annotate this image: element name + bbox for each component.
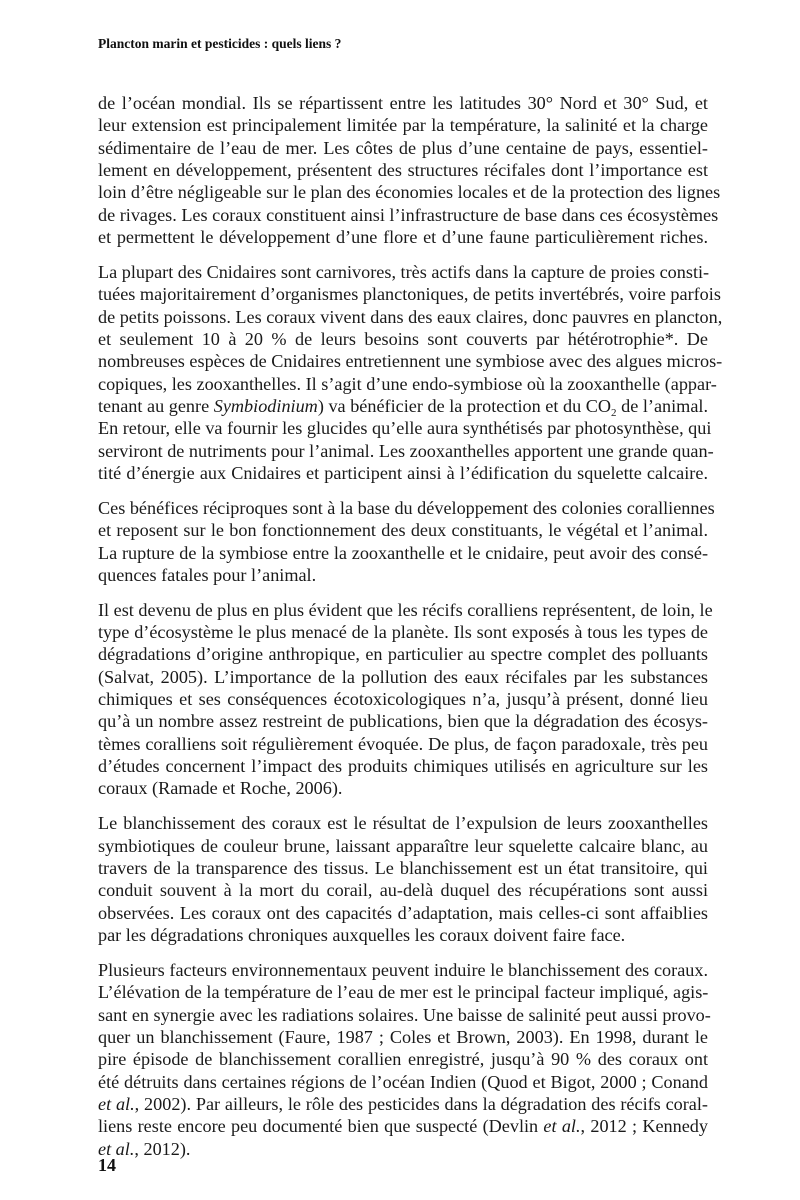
text-run: liens reste encore peu documenté bien que suspecté (Devlin (98, 1116, 544, 1137)
italic-et-al: et al. (98, 1093, 135, 1114)
text-line: serviront de nutriments pour l’animal. Les zooxanthelles apportent une grande quan- (98, 440, 714, 461)
paragraph-4 (98, 599, 713, 800)
text-line: d’études concernent l’impact des produits chimiques utilisés en agriculture sur les (98, 756, 708, 777)
text-line: conduit souvent à la mort du corail, au-delà duquel des récupérations sont aussi (98, 880, 708, 901)
text-line: L’élévation de la température de l’eau de mer est le principal facteur impliqué, agis- (98, 982, 709, 1003)
italic-et-al: et al. (543, 1116, 581, 1137)
text-line: symbiotiques de couleur brune, laissant apparaître leur squelette calcaire blanc, au (98, 835, 708, 856)
text-line: qu’à un nombre assez restreint de publications, bien que la dégradation des écosys- (98, 711, 708, 732)
paragraph-3 (98, 497, 715, 586)
text-line: par les dégradations chroniques auxquelles les coraux doivent faire face. (98, 925, 626, 946)
text-line: lement en développement, présentent des structures récifales dont l’importance est (98, 160, 708, 181)
text-run: , 2012 ; Kennedy (580, 1116, 708, 1137)
text-line: leur extension est principalement limitée par la température, la salinité et la charge (98, 115, 708, 136)
text-line: loin d’être négligeable sur le plan des économies locales et de la protection des lignes (98, 182, 721, 203)
text-line: quer un blanchissement (Faure, 1987 ; Coles et Brown, 2003). En 1998, durant le (98, 1026, 708, 1047)
text-line: La plupart des Cnidaires sont carnivores, très actifs dans la capture de proies consti- (98, 261, 710, 282)
italic-et-al: et al. (98, 1138, 135, 1159)
text-line: Le blanchissement des coraux est le résultat de l’expulsion de leurs zooxanthelles (98, 813, 708, 834)
text-line: sédimentaire de l’eau de mer. Les côtes de plus d’une centaine de pays, essentiel- (98, 137, 708, 158)
text-line: dégradations d’origine anthropique, en particulier au spectre complet des polluants (98, 644, 708, 665)
paragraph-6 (98, 959, 711, 1160)
italic-genus-name: Symbiodinium (213, 395, 318, 416)
page-number: 14 (98, 1155, 116, 1175)
paragraph-5 (98, 812, 708, 946)
text-line-mixed (98, 395, 708, 417)
text-line: nombreuses espèces de Cnidaires entretiennent une symbiose avec des algues micros- (98, 351, 723, 372)
text-line: coraux (Ramade et Roche, 2006). (98, 778, 343, 799)
text-line: chimiques et ses conséquences écotoxicologiques n’a, jusqu’à présent, donné lieu (98, 689, 708, 710)
text-line: En retour, elle va fournir les glucides qu’elle aura synthétisés par photosynthèse, qui (98, 418, 712, 439)
running-head: Plancton marin et pesticides : quels liens ? (98, 36, 342, 51)
text-run: , 2002). Par ailleurs, le rôle des pesticides dans la dégradation des récifs coral- (134, 1093, 708, 1114)
text-line: et permettent le développement d’une flore et d’une faune particulièrement riches. (98, 227, 708, 248)
text-line: été détruits dans certaines régions de l’océan Indien (Quod et Bigot, 2000 ; Conand (98, 1071, 708, 1092)
text-line: de petits poissons. Les coraux vivent dans des eaux claires, donc pauvres en plancton, (98, 306, 723, 327)
text-line: de rivages. Les coraux constituent ainsi l’infrastructure de base dans ces écosystèmes (98, 204, 719, 225)
text-run: de l’animal. (616, 395, 708, 416)
text-line: et reposent sur le bon fonctionnement des deux constituants, le végétal et l’animal. (98, 520, 708, 541)
text-line: de l’océan mondial. Ils se répartissent entre les latitudes 30° Nord et 30° Sud, et (98, 93, 708, 113)
text-line: tité d’énergie aux Cnidaires et participent ainsi à l’édification du squelette calcaire. (98, 463, 708, 483)
text-line: quences fatales pour l’animal. (98, 564, 317, 585)
text-run: ) va bénéficier de la protection et du CO (317, 395, 612, 416)
text-line: Il est devenu de plus en plus évident que les récifs coralliens représentent, de loin, le (98, 599, 713, 620)
text-line: copiques, les zooxanthelles. Il s’agit d’une endo-symbiose où la zooxanthelle (appar- (98, 373, 717, 394)
text-line-mixed (98, 1138, 708, 1160)
paragraph-2 (98, 261, 723, 484)
text-line: Plusieurs facteurs environnementaux peuvent induire le blanchissement des coraux. (98, 959, 708, 980)
body-text (98, 92, 723, 1172)
text-line: et seulement 10 à 20 % de leurs besoins sont couverts par hétérotrophie*. De (98, 328, 708, 349)
text-line: travers de la transparence des tissus. Le blanchissement est un état transitoire, qui (98, 858, 708, 878)
text-line: Ces bénéfices réciproques sont à la base du développement des colonies coralliennes (98, 497, 715, 518)
text-line: tèmes coralliens soit régulièrement évoquée. De plus, de façon paradoxale, très peu (98, 733, 708, 754)
text-line: tuées majoritairement d’organismes planctoniques, de petits invertébrés, voire parfois (98, 284, 721, 305)
text-line-mixed (98, 1115, 708, 1137)
text-line: type d’écosystème le plus menacé de la planète. Ils sont exposés à tous les types de (98, 622, 708, 643)
text-line: pire épisode de blanchissement corallien enregistré, jusqu’à 90 % des coraux ont (98, 1049, 708, 1070)
text-line: sant en synergie avec les radiations solaires. Une baisse de salinité peut aussi provo- (98, 1004, 711, 1025)
text-run: , 2012). (134, 1138, 191, 1159)
text-line: La rupture de la symbiose entre la zooxanthelle et le cnidaire, peut avoir des consé- (98, 542, 708, 563)
text-line: (Salvat, 2005). L’importance de la pollution des eaux récifales par les substances (98, 666, 708, 687)
text-line-mixed (98, 1093, 708, 1115)
subscript: 2 (611, 406, 617, 419)
text-run: tenant au genre (98, 395, 214, 416)
paragraph-1 (98, 92, 721, 248)
text-line: observées. Les coraux ont des capacités d’adaptation, mais celles-ci sont affaiblies (98, 902, 708, 923)
